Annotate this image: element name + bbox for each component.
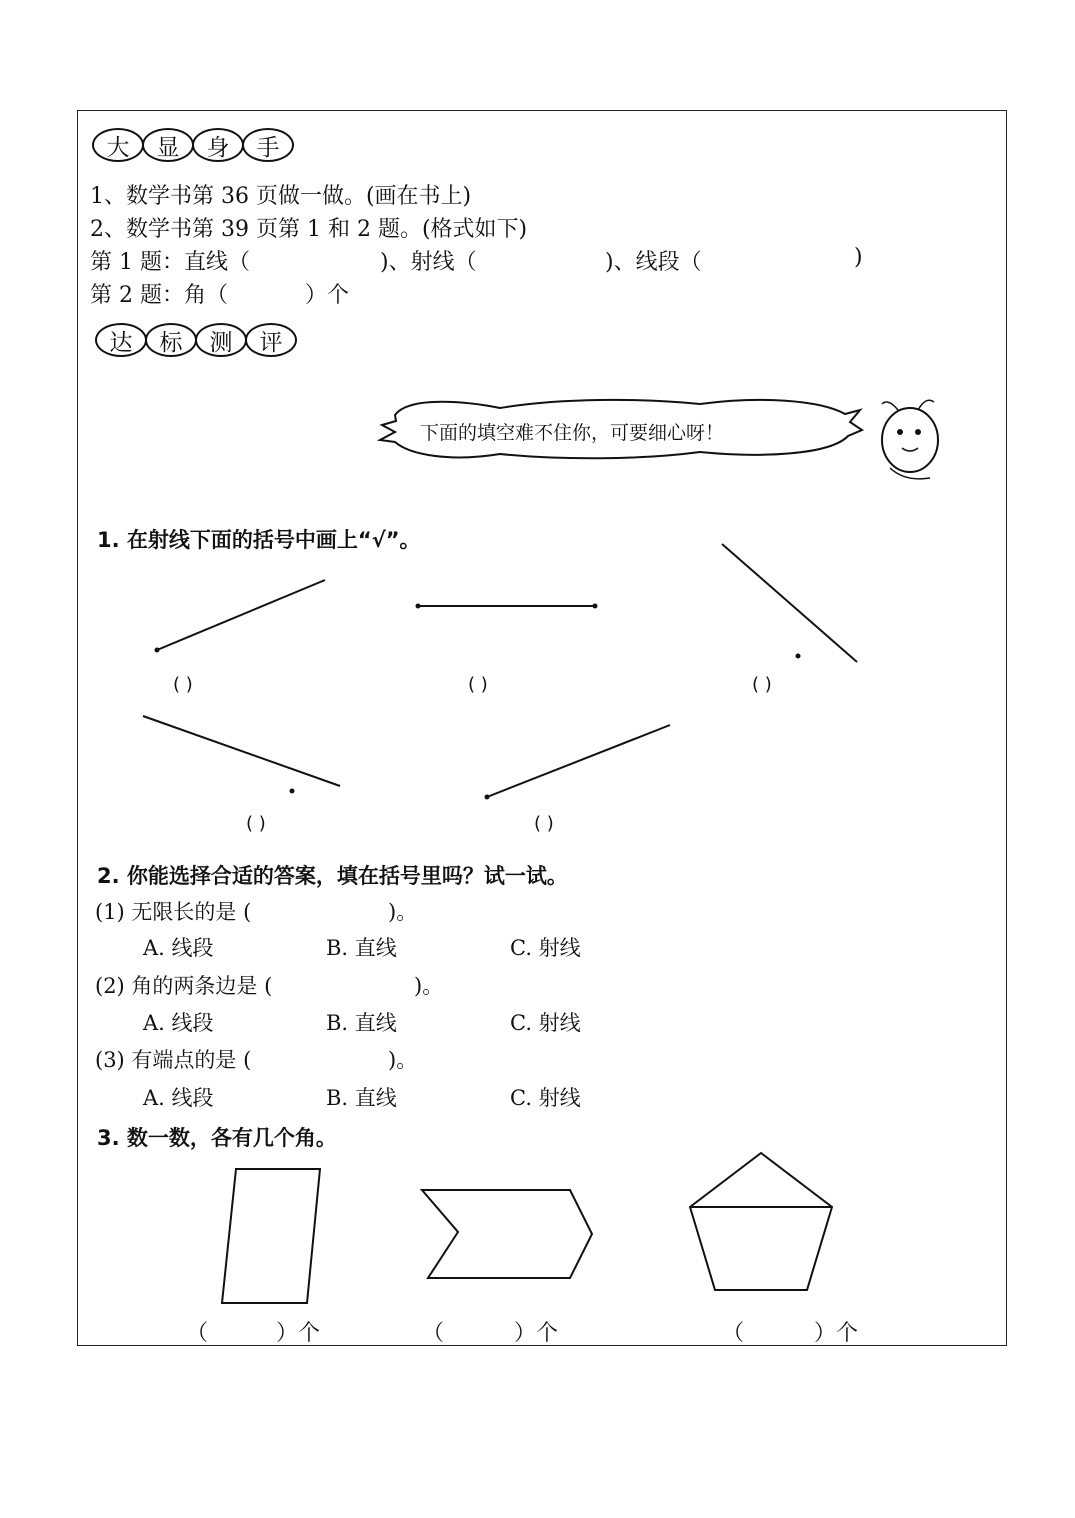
endpoint-dot	[416, 604, 421, 609]
figure-ray-5	[487, 725, 670, 797]
answer-paren[interactable]: ( )	[534, 813, 554, 834]
option-a: A. 线段	[143, 1011, 214, 1035]
q2-end: ）个	[305, 283, 350, 308]
option-a: A. 线段	[143, 936, 214, 960]
badge-char: 显	[142, 128, 194, 162]
count-close: ）个	[814, 1321, 859, 1346]
point-dot	[796, 654, 801, 659]
answer-paren[interactable]: ( )	[173, 674, 193, 695]
task-line-2: 2、数学书第 39 页第 1 和 2 题。(格式如下)	[90, 217, 528, 242]
figure-ray-1	[157, 580, 325, 650]
option-a: A. 线段	[143, 1086, 214, 1110]
sub-question-3-end: )。	[388, 1048, 418, 1072]
option-c: C. 射线	[510, 1086, 581, 1110]
option-b: B. 直线	[326, 1011, 397, 1035]
count-open: （	[422, 1321, 445, 1346]
q2-prefix: 第 2 题：角（	[90, 283, 228, 308]
badge-char: 评	[245, 323, 297, 357]
answer-paren[interactable]: ( )	[468, 674, 488, 695]
shape-parallelogram	[222, 1169, 320, 1303]
badge-char: 手	[242, 128, 294, 162]
q1-prefix: 第 1 题：直线（	[90, 250, 250, 275]
count-open: （	[186, 1321, 209, 1346]
badge-char: 达	[95, 323, 147, 357]
shape-pentagon	[690, 1153, 832, 1290]
figure-line-4	[143, 716, 340, 786]
bubble-text: 下面的填空难不住你，可要细心呀！	[420, 422, 725, 444]
badge-char: 测	[195, 323, 247, 357]
sub-question-2: (2) 角的两条边是 (	[95, 974, 273, 998]
sub-question-1-end: )。	[388, 900, 418, 924]
sub-question-2-end: )。	[414, 974, 444, 998]
count-close: ）个	[514, 1321, 559, 1346]
count-open: （	[722, 1321, 745, 1346]
q1-ray: )、射线（	[380, 250, 477, 275]
figure-line-3	[722, 544, 857, 662]
endpoint-dot	[593, 604, 598, 609]
shape-arrow	[422, 1190, 592, 1278]
endpoint-dot	[485, 795, 490, 800]
option-b: B. 直线	[326, 1086, 397, 1110]
q1-seg: )、线段（	[605, 250, 702, 275]
count-close: ）个	[276, 1321, 321, 1346]
endpoint-dot	[155, 648, 160, 653]
badge-char: 大	[92, 128, 144, 162]
q2-title: 2. 你能选择合适的答案，填在括号里吗？试一试。	[97, 864, 568, 888]
option-c: C. 射线	[510, 936, 581, 960]
option-b: B. 直线	[326, 936, 397, 960]
q1-title: 1. 在射线下面的括号中画上“√”。	[97, 528, 421, 552]
point-dot	[290, 789, 295, 794]
badge-char: 标	[145, 323, 197, 357]
sub-question-3: (3) 有端点的是 (	[95, 1048, 252, 1072]
answer-paren[interactable]: ( )	[752, 674, 772, 695]
sub-question-1: (1) 无限长的是 (	[95, 900, 252, 924]
option-c: C. 射线	[510, 1011, 581, 1035]
mascot-illustration	[882, 400, 938, 479]
answer-paren[interactable]: ( )	[246, 813, 266, 834]
badge-char: 身	[192, 128, 244, 162]
task-line-1: 1、数学书第 36 页做一做。(画在书上)	[90, 184, 472, 209]
q1-end: )	[854, 245, 863, 270]
q3-title: 3. 数一数，各有几个角。	[97, 1126, 337, 1150]
